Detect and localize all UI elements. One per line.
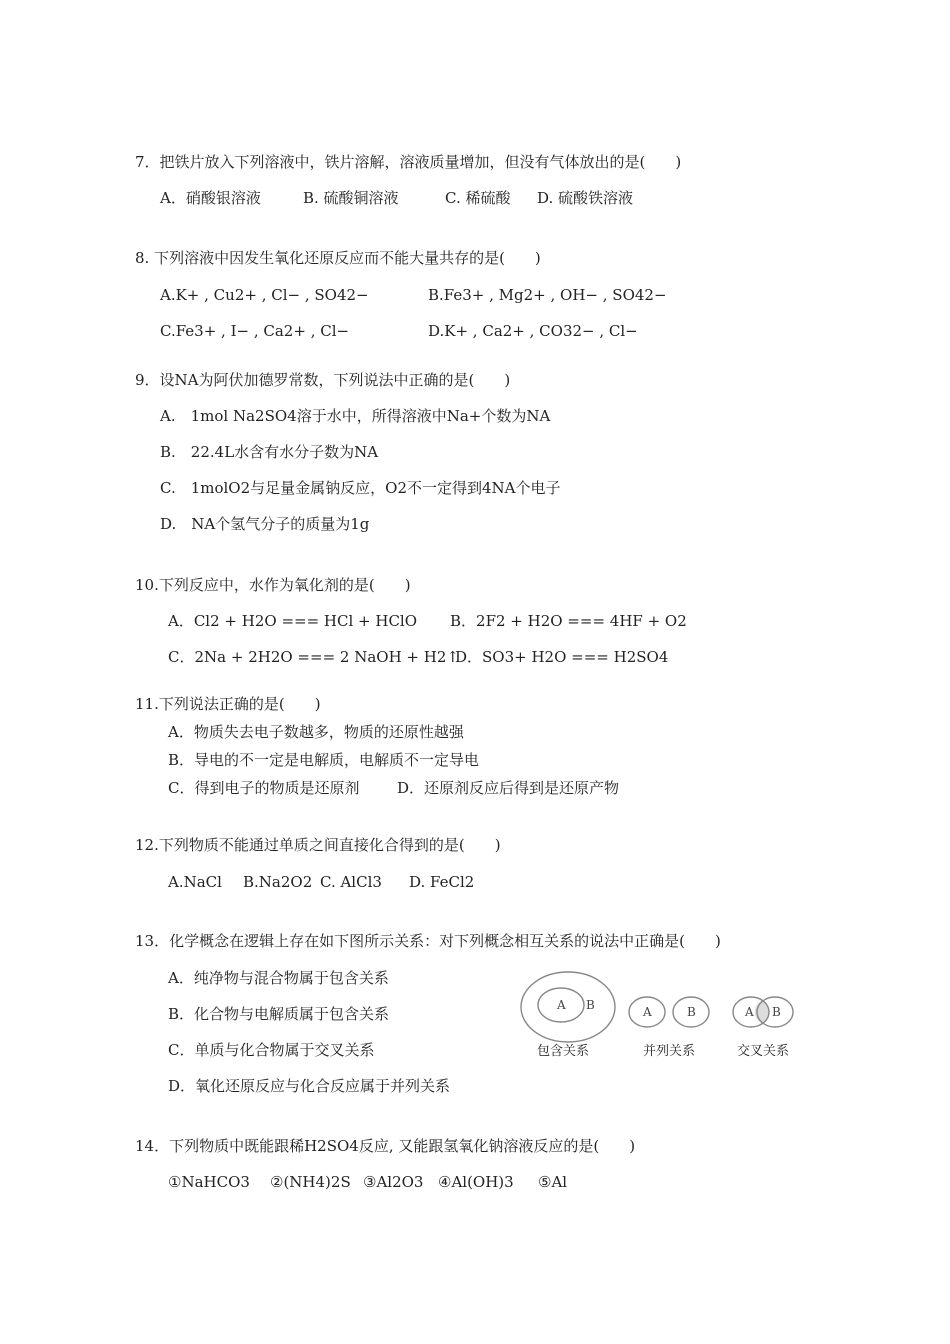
q7-option-c: C. 稀硫酸 (445, 189, 511, 207)
q7-option-d: D. 硫酸铁溶液 (537, 189, 634, 207)
q13-option-b: B．化合物与电解质属于包含关系 (168, 1005, 390, 1023)
q13-option-c: C．单质与化合物属于交叉关系 (168, 1041, 375, 1059)
q9-option-c: C. 1molO2与足量金属钠反应，O2不一定得到4NA个电子 (160, 479, 561, 497)
q12-option-d: D. FeCl2 (409, 873, 475, 891)
q13-option-d: D．氧化还原反应与化合反应属于并列关系 (168, 1077, 451, 1095)
q7-stem: 7．把铁片放入下列溶液中，铁片溶解，溶液质量增加，但没有气体放出的是( ) (135, 153, 682, 171)
q7-option-b: B. 硫酸铜溶液 (303, 189, 399, 207)
q14-option-5: ⑤Al (538, 1173, 568, 1191)
q14-option-2: ②(NH4)2S (270, 1173, 351, 1191)
q10-option-c: C．2Na + 2H2O === 2 NaOH + H2↑ (168, 648, 459, 666)
q10-option-d: D．SO3+ H2O === H2SO4 (455, 648, 669, 666)
q14-option-3: ③Al2O3 (363, 1173, 424, 1191)
intersection-caption: 交叉关系 (737, 1044, 790, 1059)
q11-stem: 11.下列说法正确的是( ) (135, 695, 321, 713)
q13-option-a: A．纯净物与混合物属于包含关系 (168, 969, 389, 987)
inclusion-label-a: A (557, 998, 566, 1012)
q8-option-c: C.Fe3+ , I− , Ca2+ , Cl− (160, 322, 350, 340)
intersection-label-b: B (772, 1005, 781, 1019)
q7-option-a: A．硝酸银溶液 (160, 189, 261, 207)
q11-option-b: B．导电的不一定是电解质，电解质不一定导电 (168, 751, 480, 769)
q10-stem: 10.下列反应中，水作为氧化剂的是( ) (135, 576, 411, 594)
inclusion-label-b: B (586, 998, 595, 1012)
q14-stem: 14．下列物质中既能跟稀H2SO4反应, 又能跟氢氧化钠溶液反应的是( ) (135, 1137, 636, 1155)
q9-option-d: D. NA个氢气分子的质量为1g (160, 515, 370, 533)
inclusion-caption: 包含关系 (537, 1044, 590, 1059)
q9-option-b: B. 22.4L水含有水分子数为NA (160, 443, 379, 461)
q13-stem: 13．化学概念在逻辑上存在如下图所示关系：对下列概念相互关系的说法中正确是( ) (135, 932, 721, 950)
q11-option-d: D．还原剂反应后得到是还原产物 (397, 779, 620, 797)
q14-option-1: ①NaHCO3 (168, 1173, 250, 1191)
parallel-label-a: A (643, 1005, 652, 1019)
q9-option-a: A. 1mol Na2SO4溶于水中，所得溶液中Na+个数为NA (160, 407, 551, 425)
q10-option-a: A．Cl2 + H2O === HCl + HClO (168, 612, 418, 630)
q8-option-d: D.K+ , Ca2+ , CO32− , Cl− (428, 322, 638, 340)
parallel-caption: 并列关系 (643, 1044, 696, 1059)
q11-option-a: A．物质失去电子数越多，物质的还原性越强 (168, 723, 464, 741)
q8-option-a: A.K+ , Cu2+ , Cl− , SO42− (160, 286, 369, 304)
venn-diagram (515, 970, 815, 1050)
q8-option-b: B.Fe3+ , Mg2+ , OH− , SO42− (428, 286, 667, 304)
parallel-label-b: B (687, 1005, 696, 1019)
q12-option-c: C. AlCl3 (320, 873, 382, 891)
q9-stem: 9．设NA为阿伏加德罗常数，下列说法中正确的是( ) (135, 371, 511, 389)
q12-option-b: B.Na2O2 (243, 873, 313, 891)
q11-option-c: C．得到电子的物质是还原剂 (168, 779, 360, 797)
inclusion-diagram (521, 972, 615, 1042)
parallel-diagram (629, 997, 709, 1027)
intersection-diagram (733, 997, 793, 1027)
q10-option-b: B．2F2 + H2O === 4HF + O2 (450, 612, 687, 630)
intersection-label-a: A (745, 1005, 754, 1019)
q12-stem: 12.下列物质不能通过单质之间直接化合得到的是( ) (135, 836, 501, 854)
q8-stem: 8. 下列溶液中因发生氧化还原反应而不能大量共存的是( ) (135, 249, 541, 267)
q12-option-a: A.NaCl (168, 873, 222, 891)
q14-option-4: ④Al(OH)3 (438, 1173, 514, 1191)
